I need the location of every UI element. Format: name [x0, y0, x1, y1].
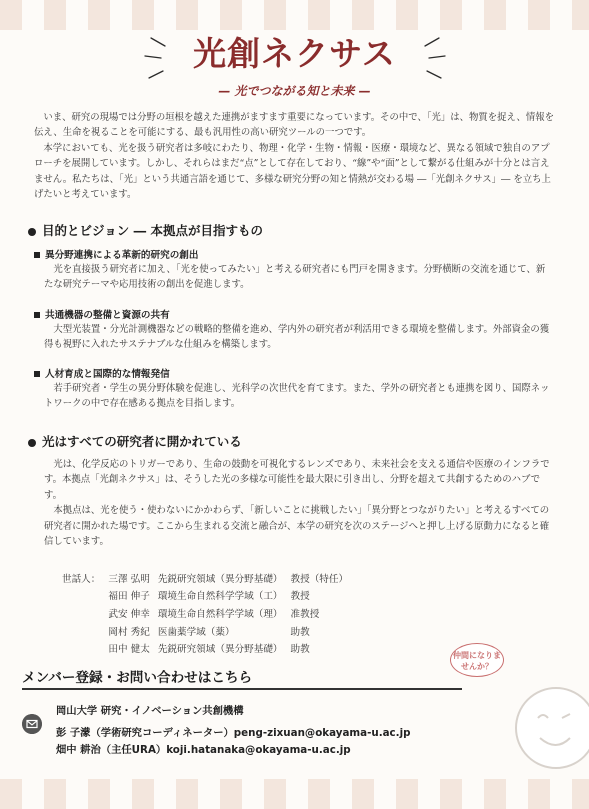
organizer-name: 田中 健太 — [108, 644, 150, 656]
organizer-title: 教授（特任） — [290, 573, 349, 585]
item-paragraph: 光を直接扱う研究者に加え、「光を使ってみたい」と考える研究者にも門戸を開きます。分野横断の交流を通じて、新たな研究テーマや応用技術の創出を促進します。 — [44, 264, 546, 291]
subheading-label: 人材育成と国際的な情報発信 — [45, 369, 170, 380]
section-heading-label: 目的とビジョン ― 本拠点が目指すもの — [42, 223, 263, 238]
organizers-list — [62, 569, 356, 657]
section-heading-open — [28, 432, 242, 450]
organizer-dept: 医歯薬学域（薬） — [157, 626, 235, 638]
organizer-title: 准教授 — [290, 608, 320, 620]
organizer-dept: 環境生命自然科学学域（工） — [157, 591, 283, 603]
organizer-name: 福田 伸子 — [108, 591, 150, 603]
contact-line-2[interactable]: 畑中 耕治（主任URA）koji.hatanaka@okayama-u.ac.jp — [56, 744, 351, 756]
square-bullet-icon — [34, 252, 40, 258]
page-title: 光創ネクサス — [193, 34, 396, 73]
open-section-text — [44, 457, 554, 549]
contact-line-1[interactable]: 彭 子濛（学術研究コーディネーター）peng-zixuan@okayama-u.ac.jp — [56, 727, 411, 739]
collaboration-text — [44, 262, 554, 293]
page-subtitle: — 光でつながる知と未来 — — [218, 84, 371, 98]
hr-text — [44, 381, 554, 412]
organizer-dept: 環境生命自然科学学域（理） — [157, 608, 283, 620]
intro-paragraph: いま、研究の現場では分野の垣根を越えた連携がますます重要になっています。その中で、「光」は、物質を捉え、情報を伝え、生命を視ることを可能にする、最も汎用性の高い研究ツールの一つです。 — [34, 112, 554, 139]
item-paragraph: 大型光装置・分光計測機器などの戦略的整備を進め、学内外の研究者が利活用できる環境を整備します。外部資金の獲得も視野に入れたサステナブルな仕組みを構築します。 — [44, 324, 550, 351]
section-heading-vision — [28, 221, 263, 239]
item-paragraph: 若手研究者・学生の異分野体験を促進し、光科学の次世代を育てます。また、学外の研究者とも連携を図り、国際ネットワークの中で存在感ある拠点を目指します。 — [44, 383, 550, 410]
contact-divider — [22, 688, 462, 690]
subheading-hr — [34, 366, 170, 380]
subheading-equipment — [34, 307, 170, 321]
square-bullet-icon — [34, 371, 40, 377]
intro-text — [34, 110, 556, 202]
square-bullet-icon — [34, 312, 40, 318]
title-area — [0, 14, 589, 84]
bullet-icon — [28, 228, 36, 236]
bottom-stripe-border — [0, 779, 589, 809]
organizer-row — [62, 604, 356, 622]
intro-paragraph: 本学においても、光を扱う研究者は多岐にわたり、物理・化学・生物・情報・医療・環境など、異なる領域で独自のアプローチを展開しています。しかし、それらはまだ“点”として存在しており、“線”や“面”として繋がる仕組みが十分とは言えません。私たちは、「光」という共通言語を通じて、多様な研究分野の知と情熱が交わる場 ―「光創ネクサス」― を立ち上げたいと考えています。 — [34, 142, 551, 201]
organizer-name: 岡村 秀紀 — [108, 626, 150, 638]
smiley-icon — [508, 680, 589, 770]
organizer-title: 教授 — [290, 591, 310, 603]
contact-org: 岡山大学 研究・イノベーション共創機構 — [56, 705, 244, 717]
organizer-name: 三澤 弘明 — [108, 573, 150, 585]
section-heading-label: 光はすべての研究者に開かれている — [42, 434, 242, 449]
organizer-dept: 先鋭研究領域（異分野基礎） — [157, 644, 283, 656]
organizer-row — [62, 569, 356, 587]
organizer-row — [62, 622, 356, 640]
subheading-collaboration — [34, 247, 199, 261]
subheading-label: 共通機器の整備と資源の共有 — [45, 310, 170, 321]
equipment-text — [44, 322, 554, 353]
organizer-name: 武安 伸幸 — [108, 608, 150, 620]
subheading-label: 異分野連携による革新的研究の創出 — [45, 250, 199, 261]
bullet-icon — [28, 439, 36, 447]
mail-icon — [22, 714, 42, 734]
open-paragraph: 本拠点は、光を使う・使わないにかかわらず、「新しいことに挑戦したい」「異分野とつながりたい」と考えるすべての研究者に開かれた場です。ここから生まれる交流と融合が、本学の研究を次のステージへと押し上げる原動力になると確信しています。 — [44, 505, 550, 548]
organizer-title: 助教 — [290, 644, 310, 656]
organizer-dept: 先鋭研究領域（異分野基礎） — [157, 573, 283, 585]
contact-heading: メンバー登録・お問い合わせはこちら — [22, 670, 253, 686]
organizer-title: 助教 — [290, 626, 310, 638]
join-us-bubble: 仲間になりませんか？ — [450, 643, 504, 677]
organizer-row — [62, 639, 356, 657]
open-paragraph: 光は、化学反応のトリガーであり、生命の鼓動を可視化するレンズであり、未来社会を支える通信や医療のインフラです。本拠点「光創ネクサス」は、そうした光の多様な可能性を最大限に引き出し、分野を超えて共創するためのハブです。 — [44, 459, 550, 501]
organizer-row — [62, 587, 356, 605]
organizers-label: 世話人： — [62, 573, 101, 585]
